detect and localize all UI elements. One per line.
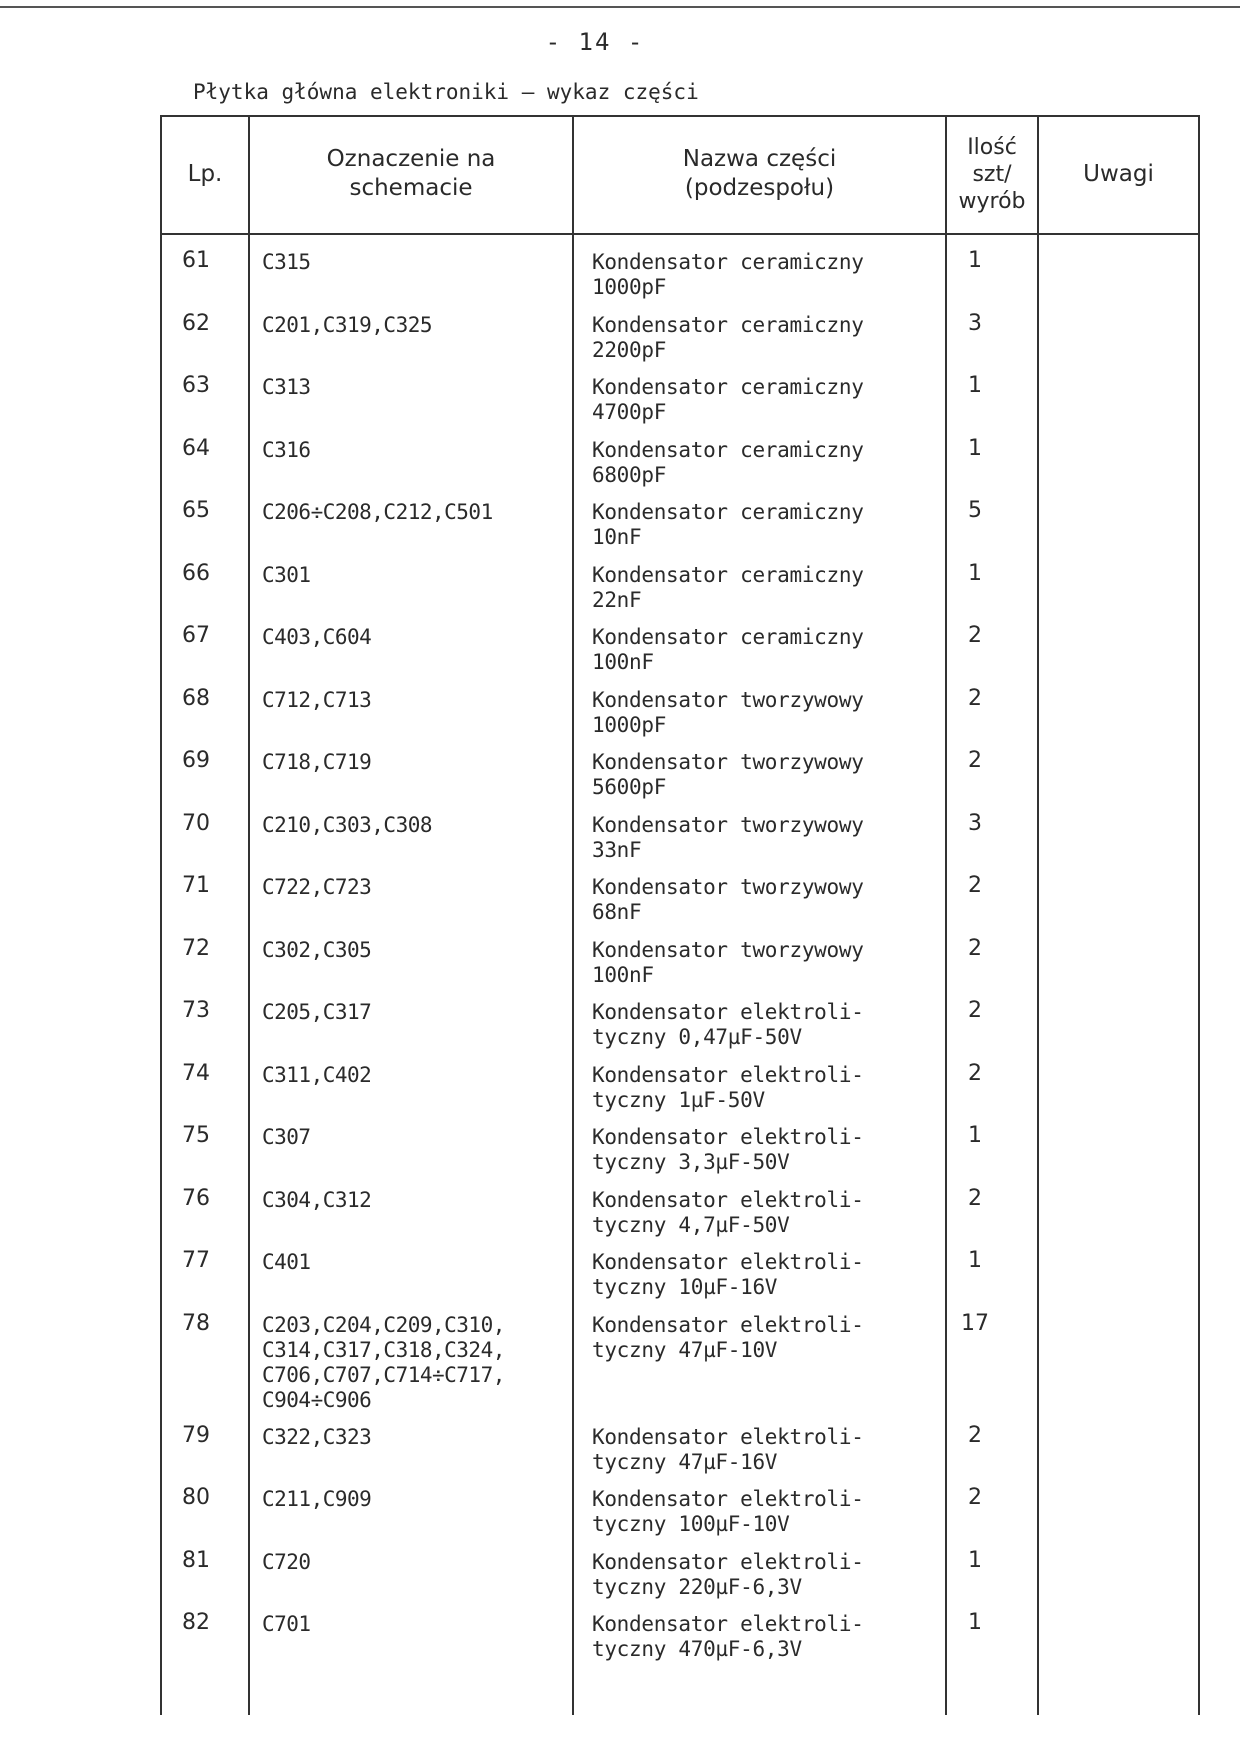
row-number: 62 (182, 310, 210, 336)
row-part-name: Kondensator ceramiczny 1000pF (592, 250, 864, 299)
row-designation: C302,C305 (262, 937, 372, 962)
row-designation: C401 (262, 1250, 311, 1274)
row-part-name: Kondensator elektroli- tyczny 47µF-16V (592, 1424, 864, 1474)
parts-table (160, 115, 1200, 1715)
table-row (160, 1125, 1200, 1188)
row-designation: C701 (262, 1612, 311, 1636)
table-row (160, 435, 1200, 501)
row-number: 76 (182, 1185, 210, 1211)
row-part-name: Kondensator elektroli- tyczny 220µF-6,3V (592, 1549, 864, 1599)
row-designation: C304,C312 (262, 1187, 372, 1212)
table-row (160, 685, 1200, 751)
row-part-name: Kondensator elektroli- tyczny 1µF-50V (592, 1062, 864, 1112)
row-designation: C205,C317 (262, 1000, 372, 1024)
table-row (160, 1250, 1200, 1313)
row-designation: C210,C303,C308 (262, 812, 433, 837)
row-designation: C720 (262, 1549, 311, 1574)
row-quantity: 2 (968, 685, 982, 711)
row-designation: C201,C319,C325 (262, 312, 433, 337)
row-designation: C301 (262, 562, 311, 587)
table-body (160, 250, 1200, 1675)
row-quantity: 2 (968, 935, 982, 961)
row-designation: C315 (262, 250, 311, 274)
header-bottom-border (160, 233, 1200, 235)
table-row (160, 1000, 1200, 1063)
row-part-name: Kondensator tworzywowy 1000pF (592, 687, 864, 737)
table-row (160, 500, 1200, 563)
row-part-name: Kondensator elektroli- tyczny 470µF-6,3V (592, 1612, 864, 1661)
table-row (160, 560, 1200, 626)
table-row (160, 1547, 1200, 1613)
row-quantity: 1 (968, 1248, 982, 1273)
row-number: 65 (182, 498, 210, 523)
row-part-name: Kondensator tworzywowy 68nF (592, 875, 864, 924)
row-designation: C203,C204,C209,C310, C314,C317,C318,C324, C706,C707,C714÷C717, C904÷C906 (262, 1312, 505, 1412)
document-title: Płytka główna elektroniki – wykaz części (193, 80, 699, 104)
row-quantity: 2 (968, 1485, 982, 1510)
row-quantity: 1 (968, 560, 982, 586)
row-designation: C311,C402 (262, 1062, 372, 1087)
table-row (160, 875, 1200, 938)
row-part-name: Kondensator tworzywowy 5600pF (592, 750, 864, 799)
row-number: 77 (182, 1248, 210, 1273)
row-number: 67 (182, 623, 210, 648)
row-number: 61 (182, 248, 210, 273)
row-part-name: Kondensator elektroli- tyczny 100µF-10V (592, 1487, 864, 1536)
row-quantity: 1 (968, 248, 982, 273)
row-number: 69 (182, 748, 210, 773)
row-number: 64 (182, 435, 210, 461)
row-part-name: Kondensator elektroli- tyczny 0,47µF-50V (592, 1000, 864, 1049)
row-number: 66 (182, 560, 210, 586)
row-part-name: Kondensator elektroli- tyczny 3,3µF-50V (592, 1125, 864, 1174)
row-part-name: Kondensator ceramiczny 4700pF (592, 375, 864, 424)
table-row (160, 310, 1200, 376)
row-quantity: 2 (968, 623, 982, 648)
row-quantity: 1 (968, 1547, 982, 1573)
row-quantity: 2 (968, 873, 982, 898)
row-number: 71 (182, 873, 210, 898)
row-designation: C322,C323 (262, 1424, 372, 1449)
header-quantity: Ilość szt/ wyrób (958, 134, 1026, 214)
row-part-name: Kondensator ceramiczny 6800pF (592, 437, 864, 487)
row-number: 63 (182, 373, 210, 398)
row-part-name: Kondensator ceramiczny 100nF (592, 625, 864, 674)
table-row (160, 935, 1200, 1001)
row-part-name: Kondensator tworzywowy 100nF (592, 937, 864, 987)
row-part-name: Kondensator elektroli- tyczny 47µF-10V (592, 1312, 864, 1362)
row-designation: C712,C713 (262, 687, 372, 712)
table-row (160, 1422, 1200, 1488)
table-row (160, 1310, 1200, 1425)
row-quantity: 2 (968, 1422, 982, 1448)
table-row (160, 750, 1200, 813)
row-designation: C722,C723 (262, 875, 372, 899)
header-designation: Oznaczenie na schemacie (326, 146, 496, 201)
table-row (160, 810, 1200, 876)
page-number: - 14 - (545, 28, 645, 56)
row-quantity: 1 (968, 373, 982, 398)
row-quantity: 2 (968, 1185, 982, 1211)
row-designation: C307 (262, 1125, 311, 1149)
row-quantity: 3 (968, 310, 982, 336)
row-number: 80 (182, 1485, 210, 1510)
row-number: 72 (182, 935, 210, 961)
row-quantity: 1 (968, 435, 982, 461)
table-row (160, 1487, 1200, 1550)
row-part-name: Kondensator elektroli- tyczny 10µF-16V (592, 1250, 864, 1299)
row-quantity: 1 (968, 1610, 982, 1635)
row-number: 73 (182, 998, 210, 1023)
row-quantity: 17 (961, 1310, 989, 1336)
row-quantity: 3 (968, 810, 982, 836)
row-part-name: Kondensator ceramiczny 2200pF (592, 312, 864, 362)
table-row (160, 375, 1200, 438)
table-row (160, 1060, 1200, 1126)
row-quantity: 2 (968, 748, 982, 773)
row-quantity: 2 (968, 1060, 982, 1086)
table-row (160, 250, 1200, 313)
row-designation: C206÷C208,C212,C501 (262, 500, 493, 524)
row-number: 74 (182, 1060, 210, 1086)
header-lp: Lp. (187, 160, 223, 187)
row-part-name: Kondensator tworzywowy 33nF (592, 812, 864, 862)
row-number: 79 (182, 1422, 210, 1448)
row-quantity: 1 (968, 1123, 982, 1148)
row-designation: C403,C604 (262, 625, 372, 649)
table-row (160, 625, 1200, 688)
row-number: 70 (182, 810, 210, 836)
row-designation: C316 (262, 437, 311, 462)
row-quantity: 2 (968, 998, 982, 1023)
row-number: 75 (182, 1123, 210, 1148)
row-number: 82 (182, 1610, 210, 1635)
row-designation: C211,C909 (262, 1487, 372, 1511)
row-part-name: Kondensator ceramiczny 22nF (592, 562, 864, 612)
row-quantity: 5 (968, 498, 982, 523)
row-designation: C718,C719 (262, 750, 372, 774)
table-row (160, 1612, 1200, 1675)
row-part-name: Kondensator ceramiczny 10nF (592, 500, 864, 549)
row-part-name: Kondensator elektroli- tyczny 4,7µF-50V (592, 1187, 864, 1237)
top-border-line (0, 6, 1240, 8)
table-row (160, 1185, 1200, 1251)
header-part-name: Nazwa części (podzespołu) (682, 146, 837, 201)
row-number: 81 (182, 1547, 210, 1573)
row-number: 78 (182, 1310, 210, 1336)
row-designation: C313 (262, 375, 311, 399)
header-remarks: Uwagi (1083, 160, 1154, 187)
row-number: 68 (182, 685, 210, 711)
